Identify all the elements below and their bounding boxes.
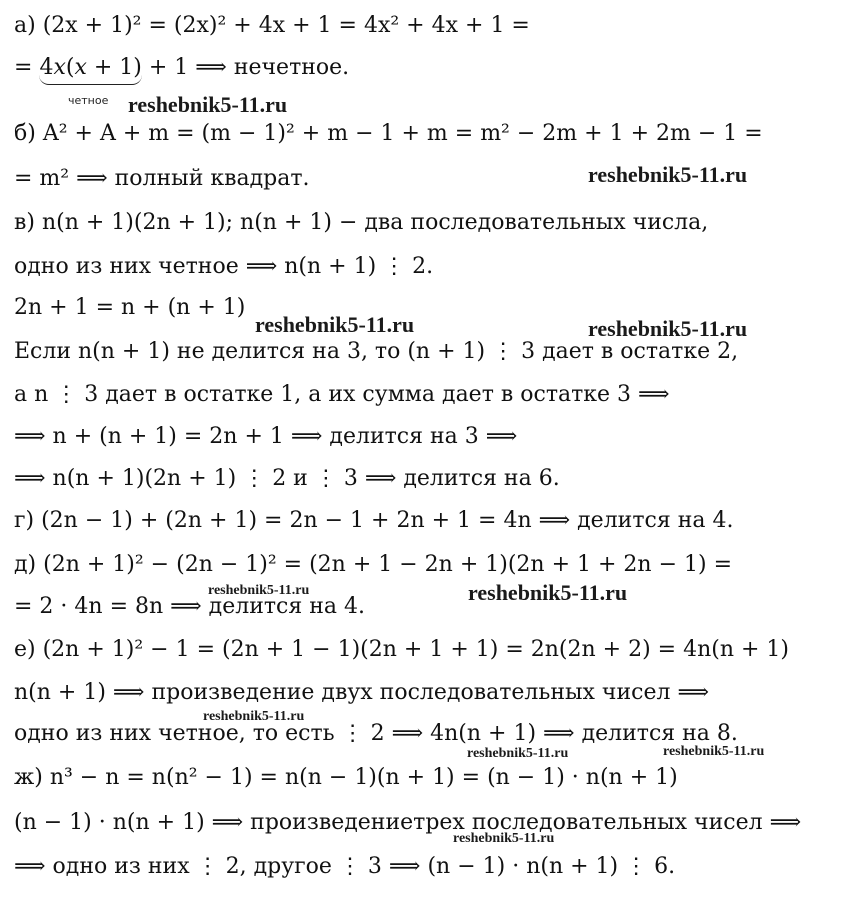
line-v-7: ⟹ n(n + 1)(2n + 1) ⋮ 2 и ⋮ 3 ⟹ делится на 6. (14, 466, 560, 491)
line-e-1: е) (2n + 1)² − 1 = (2n + 1 − 1)(2n + 1 + 1) = 2n(2n + 2) = 4n(n + 1) (14, 637, 790, 662)
line-v-5: а n ⋮ 3 дает в остатке 1, а их сумма дает в остатке 3 ⟹ (14, 382, 670, 407)
watermark-7: reshebnik5-11.ru (203, 709, 305, 724)
line-d-1: д) (2n + 1)² − (2n − 1)² = (2n + 1 − 2n + 1)(2n + 1 + 2n − 1) = (14, 552, 733, 577)
watermark-9: reshebnik5-11.ru (663, 744, 765, 759)
line-v-4: Если n(n + 1) не делится на 3, то (n + 1) ⋮ 3 дает в остатке 2, (14, 339, 739, 364)
line-b-2: = m² ⟹ полный квадрат. (14, 166, 310, 191)
line-v-3: 2n + 1 = n + (n + 1) (14, 295, 246, 320)
line-v-6: ⟹ n + (n + 1) = 2n + 1 ⟹ делится на 3 ⟹ (14, 424, 518, 449)
line-zh-1: ж) n³ − n = n(n² − 1) = n(n − 1)(n + 1) = (n − 1) · n(n + 1) (14, 765, 678, 790)
watermark-8: reshebnik5-11.ru (467, 746, 569, 761)
underbrace-term: 4x(x + 1) (39, 53, 141, 85)
line-zh-3: ⟹ одно из них ⋮ 2, другое ⋮ 3 ⟹ (n − 1) · n(n + 1) ⋮ 6. (14, 854, 676, 879)
line-v-2: одно из них четное ⟹ n(n + 1) ⋮ 2. (14, 254, 434, 279)
watermark-6: reshebnik5-11.ru (468, 580, 628, 605)
line-a-2: = 4x(x + 1) + 1 ⟹ нечетное. (14, 53, 849, 85)
line-zh-2: (n − 1) · n(n + 1) ⟹ произведениетрех последовательных чисел ⟹ (14, 810, 802, 835)
line-b-1: б) A² + A + m = (m − 1)² + m − 1 + m = m² − 2m + 1 + 2m − 1 = (14, 121, 763, 146)
line-d-2: = 2 · 4n = 8n ⟹ делится на 4. (14, 594, 366, 619)
line-v-1: в) n(n + 1)(2n + 1); n(n + 1) − два последовательных числа, (14, 210, 709, 235)
watermark-2: reshebnik5-11.ru (588, 162, 748, 187)
line-a-1: а) (2x + 1)² = (2x)² + 4x + 1 = 4x² + 4x + 1 = (14, 13, 530, 38)
line-g-1: г) (2n − 1) + (2n + 1) = 2n − 1 + 2n + 1 = 4n ⟹ делится на 4. (14, 508, 734, 533)
watermark-3: reshebnik5-11.ru (255, 312, 415, 337)
line-e-2: n(n + 1) ⟹ произведение двух последовательных чисел ⟹ (14, 680, 709, 705)
line-e-3: одно из них четное, то есть ⋮ 2 ⟹ 4n(n + 1) ⟹ делится на 8. (14, 721, 738, 746)
watermark-5: reshebnik5-11.ru (208, 583, 310, 598)
watermark-4: reshebnik5-11.ru (588, 316, 748, 341)
watermark-1: reshebnik5-11.ru (128, 92, 288, 117)
underbrace-note: четное (68, 94, 109, 107)
watermark-10: reshebnik5-11.ru (453, 831, 555, 846)
